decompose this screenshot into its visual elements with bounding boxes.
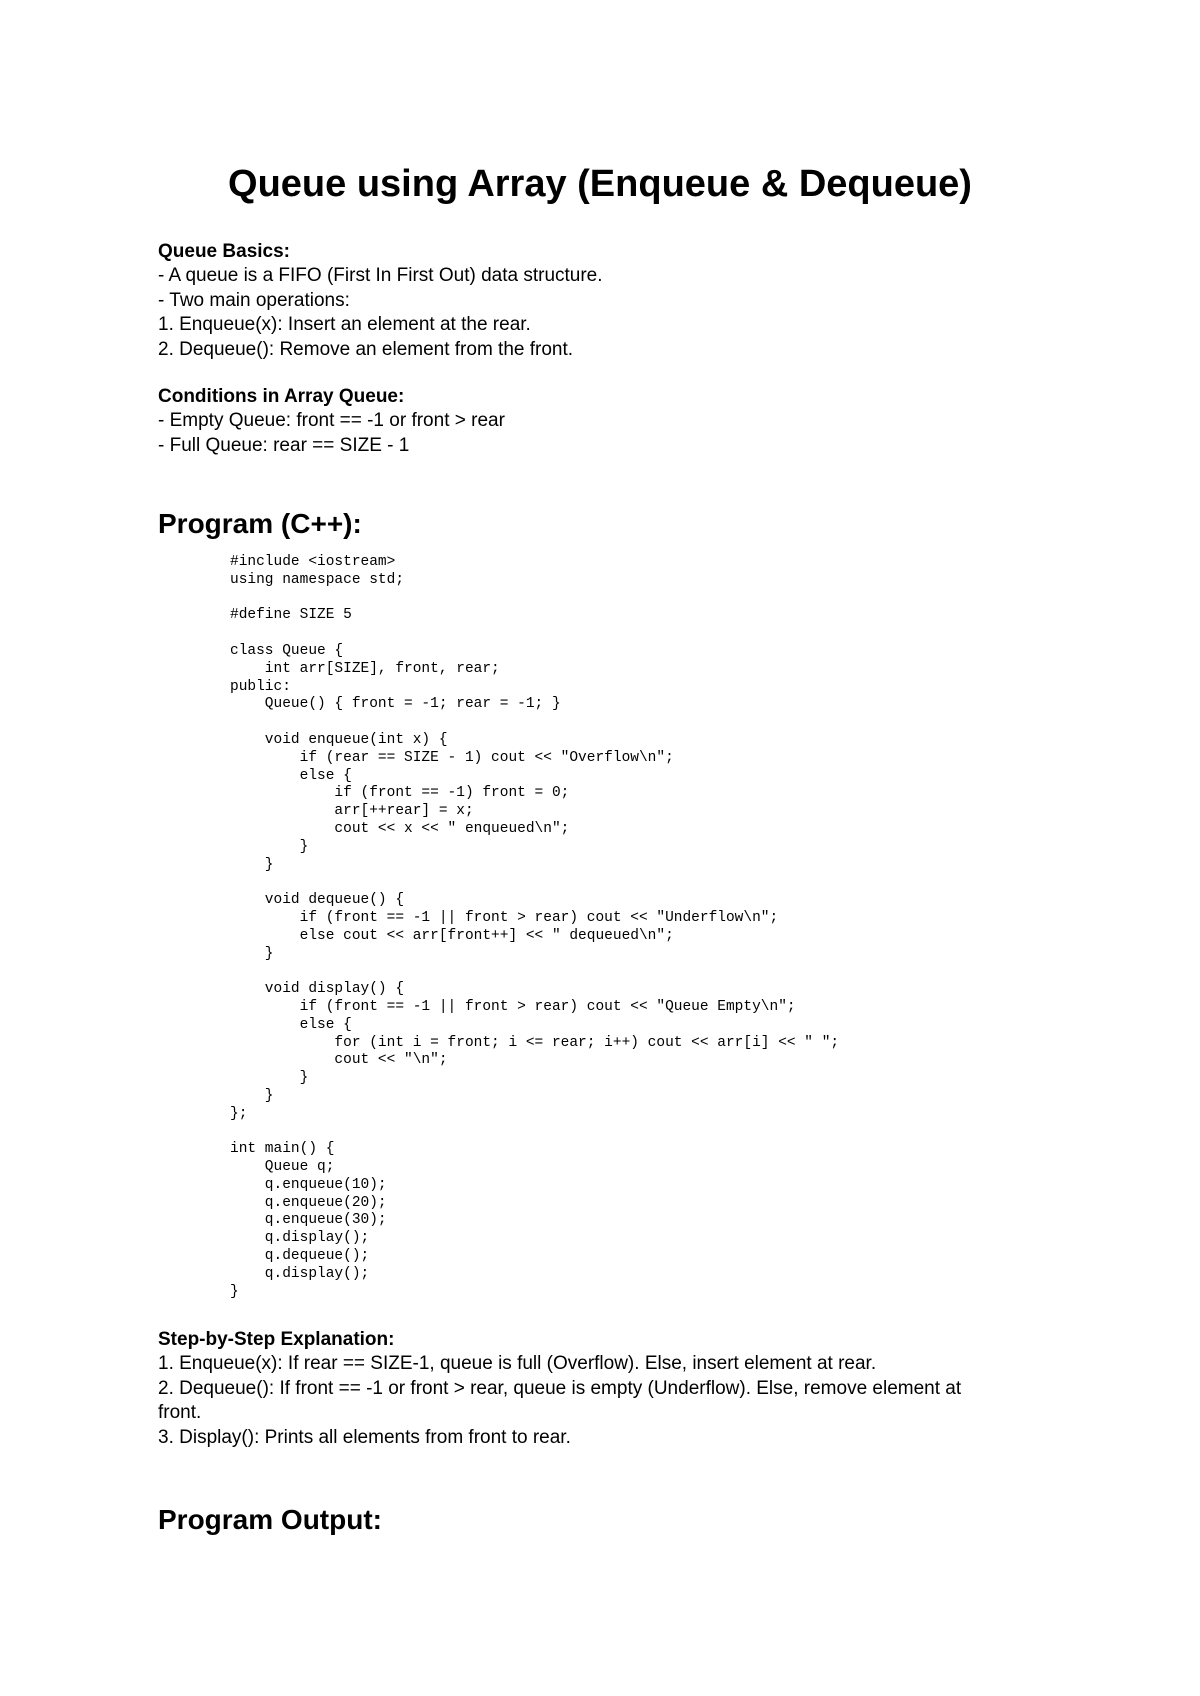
code-line: else { xyxy=(230,767,352,784)
explanation-line: 1. Enqueue(x): If rear == SIZE-1, queue is full (Overflow). Else, insert element at rear. xyxy=(158,1353,877,1374)
explanation-line: 3. Display(): Prints all elements from front to rear. xyxy=(158,1426,571,1448)
code-line: void display() { xyxy=(230,981,405,998)
code-line: if (front == -1 || front > rear) cout << "Underflow\n"; xyxy=(230,909,779,926)
explanation-section xyxy=(158,1328,1058,1450)
code-line xyxy=(230,874,839,892)
queue-basics-line: - A queue is a FIFO (First In First Out) data structure. xyxy=(158,265,603,286)
code-line: class Queue { xyxy=(230,642,344,659)
code-line: void enqueue(int x) { xyxy=(230,731,448,748)
code-line: } xyxy=(230,1283,239,1300)
code-line: cout << "\n"; xyxy=(230,1052,448,1069)
explanation-heading: Step-by-Step Explanation: xyxy=(158,1329,395,1350)
code-line xyxy=(230,590,839,608)
queue-basics-line: - Two main operations: xyxy=(158,289,350,311)
queue-basics-line: 1. Enqueue(x): Insert an element at the rear. xyxy=(158,314,531,335)
code-line: } xyxy=(230,838,309,855)
code-line: q.dequeue(); xyxy=(230,1248,370,1265)
explanation-line: 2. Dequeue(): If front == -1 or front > rear, queue is empty (Underflow). Else, remove element at xyxy=(158,1377,962,1399)
code-line xyxy=(230,714,839,732)
code-line: int arr[SIZE], front, rear; xyxy=(230,660,500,677)
conditions-line: - Empty Queue: front == -1 or front > rear xyxy=(158,410,505,431)
code-line: q.enqueue(10); xyxy=(230,1176,387,1193)
explanation-line: front. xyxy=(158,1402,202,1423)
code-line: q.display(); xyxy=(230,1265,370,1282)
code-line: if (front == -1) front = 0; xyxy=(230,785,570,802)
code-line: q.display(); xyxy=(230,1230,370,1247)
code-line: } xyxy=(230,945,274,962)
code-block xyxy=(230,554,839,1301)
queue-basics-line: 2. Dequeue(): Remove an element from the front. xyxy=(158,338,574,360)
code-line: if (front == -1 || front > rear) cout << "Queue Empty\n"; xyxy=(230,998,796,1015)
code-line: int main() { xyxy=(230,1141,335,1158)
code-line: if (rear == SIZE - 1) cout << "Overflow\n"; xyxy=(230,749,674,766)
page-title: Queue using Array (Enqueue & Dequeue) xyxy=(228,163,972,205)
code-line: #include <iostream> xyxy=(230,554,396,570)
program-heading: Program (C++): xyxy=(158,508,362,539)
code-line: void dequeue() { xyxy=(230,892,405,909)
code-line: } xyxy=(230,1070,309,1087)
code-line xyxy=(230,1124,839,1142)
conditions-line: - Full Queue: rear == SIZE - 1 xyxy=(158,434,410,456)
code-line: Queue() { front = -1; rear = -1; } xyxy=(230,696,561,713)
output-heading: Program Output: xyxy=(158,1504,382,1535)
code-line xyxy=(230,625,839,643)
code-line: } xyxy=(230,856,274,873)
code-line: q.enqueue(30); xyxy=(230,1212,387,1229)
queue-basics-heading: Queue Basics: xyxy=(158,241,290,262)
code-line: arr[++rear] = x; xyxy=(230,803,474,820)
code-line: else { xyxy=(230,1016,352,1033)
queue-basics-section xyxy=(158,240,1058,362)
code-line: q.enqueue(20); xyxy=(230,1194,387,1211)
code-line: else cout << arr[front++] << " dequeued\n"; xyxy=(230,927,674,944)
conditions-section xyxy=(158,385,1058,458)
code-line: for (int i = front; i <= rear; i++) cout << arr[i] << " "; xyxy=(230,1034,840,1051)
code-line: public: xyxy=(230,678,291,695)
code-line xyxy=(230,963,839,981)
code-line: Queue q; xyxy=(230,1159,335,1176)
code-line: }; xyxy=(230,1105,248,1122)
conditions-heading: Conditions in Array Queue: xyxy=(158,386,405,407)
code-line: using namespace std; xyxy=(230,571,405,588)
code-line: } xyxy=(230,1087,274,1104)
code-line: #define SIZE 5 xyxy=(230,607,352,624)
code-line: cout << x << " enqueued\n"; xyxy=(230,820,570,837)
